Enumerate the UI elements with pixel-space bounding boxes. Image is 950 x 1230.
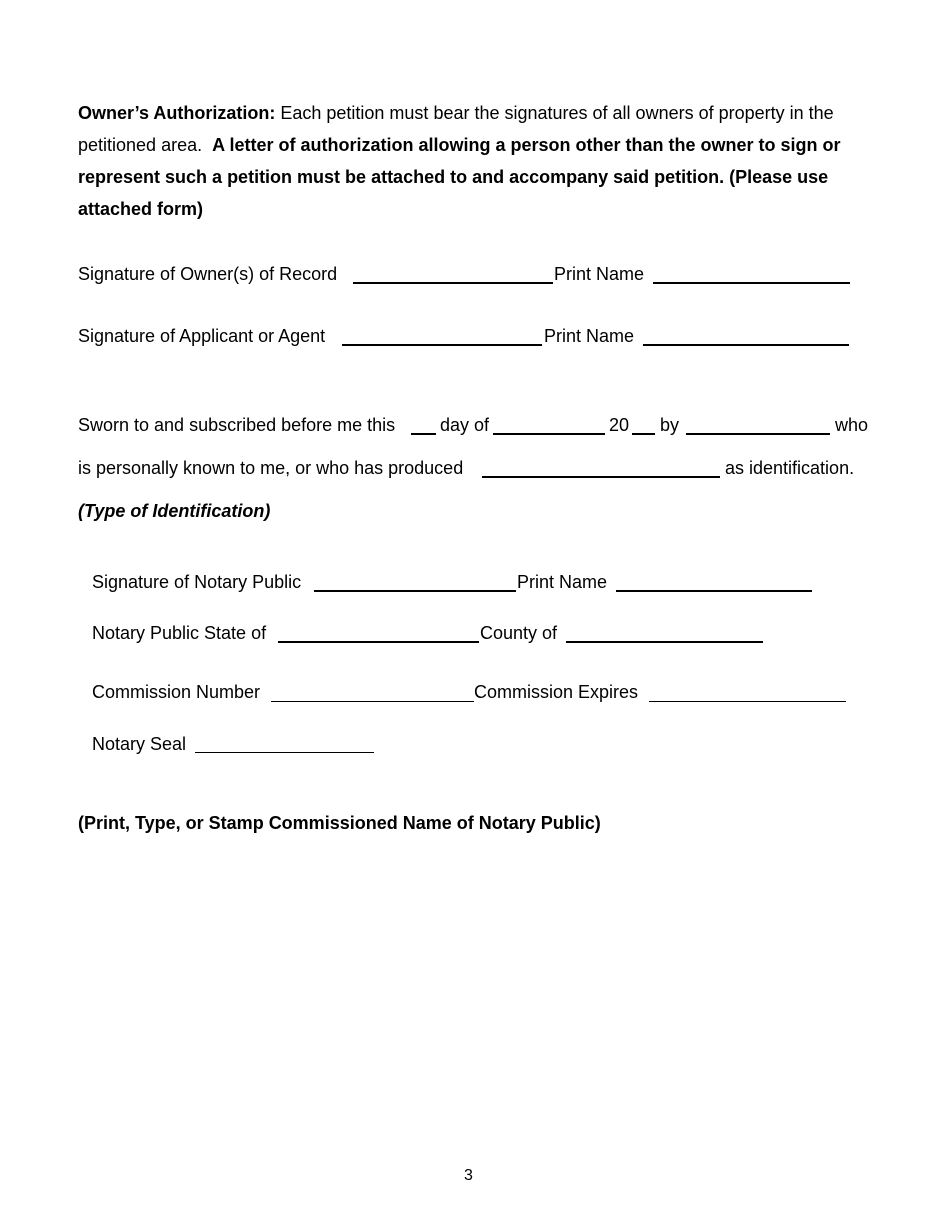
commission-number-field[interactable]: [271, 701, 474, 702]
commission-expires-field[interactable]: [649, 701, 846, 702]
authorization-heading: Owner’s Authorization:: [78, 103, 276, 123]
applicant-signature-field[interactable]: [342, 344, 542, 346]
county-field[interactable]: [566, 641, 763, 643]
notary-signature-label: Signature of Notary Public: [92, 572, 302, 592]
notary-state-label: Notary Public State of: [92, 623, 267, 643]
notary-print-name-field[interactable]: [616, 590, 812, 592]
applicant-signature-label: Signature of Applicant or Agent: [78, 326, 326, 346]
commission-expires-label: Commission Expires: [474, 682, 639, 702]
type-of-identification-label: (Type of Identification): [78, 501, 271, 521]
identification-field[interactable]: [482, 476, 720, 478]
authorization-bold-text: A letter of authorization allowing a person other than the owner to sign or represent such a petition must be attached to and accompany said petition. (Please use attached form): [78, 135, 841, 219]
sworn-text-part3: 20: [609, 415, 630, 435]
applicant-print-name-label: Print Name: [544, 326, 635, 346]
sworn-year-field[interactable]: [632, 433, 655, 435]
sworn-line2-start: is personally known to me, or who has produced: [78, 458, 464, 478]
commission-number-label: Commission Number: [92, 682, 261, 702]
sworn-text-part5: who: [835, 415, 869, 435]
county-label: County of: [480, 623, 558, 643]
notary-seal-field[interactable]: [195, 752, 374, 753]
authorization-text: Each petition must bear the signatures of all owners of property in the petitioned area.: [78, 103, 834, 155]
owner-print-name-label: Print Name: [554, 264, 645, 284]
authorization-paragraph: [78, 97, 878, 225]
sworn-by-name-field[interactable]: [686, 433, 830, 435]
page-number: 3: [464, 1167, 473, 1184]
sworn-month-field[interactable]: [493, 433, 605, 435]
commissioned-name-note: (Print, Type, or Stamp Commissioned Name of Notary Public): [78, 813, 601, 833]
sworn-text-part2: day of: [440, 415, 490, 435]
applicant-print-name-field[interactable]: [643, 344, 849, 346]
owner-signature-label: Signature of Owner(s) of Record: [78, 264, 338, 284]
owner-print-name-field[interactable]: [653, 282, 850, 284]
notary-print-name-label: Print Name: [517, 572, 608, 592]
notary-seal-label: Notary Seal: [92, 734, 187, 754]
notary-signature-field[interactable]: [314, 590, 516, 592]
sworn-text-part1: Sworn to and subscribed before me this: [78, 415, 396, 435]
owner-signature-field[interactable]: [353, 282, 553, 284]
notary-state-field[interactable]: [278, 641, 479, 643]
sworn-text-part4: by: [660, 415, 680, 435]
sworn-day-field[interactable]: [411, 433, 436, 435]
sworn-line2-end: as identification.: [725, 458, 855, 478]
